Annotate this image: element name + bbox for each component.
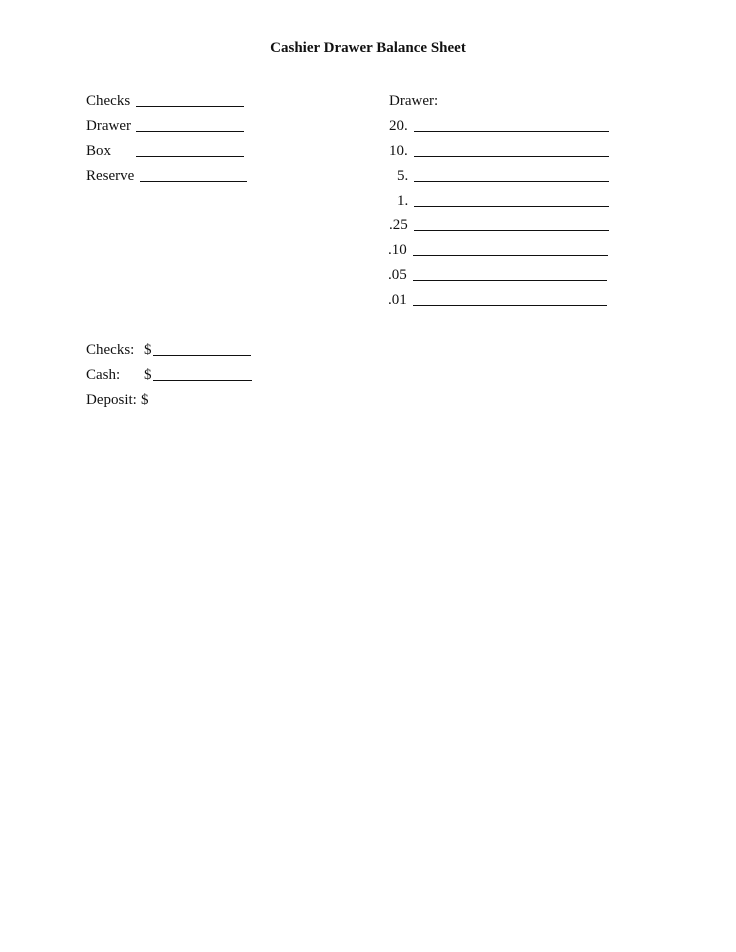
checks-label: Checks bbox=[86, 93, 131, 109]
denomination-label: 5. bbox=[397, 168, 409, 184]
total-cash-currency: $ bbox=[144, 367, 152, 383]
denomination-label: .25 bbox=[389, 217, 408, 233]
reserve-label: Reserve bbox=[86, 168, 135, 184]
drawer-heading: Drawer: bbox=[389, 93, 439, 109]
denomination-label: 10. bbox=[389, 143, 408, 159]
drawer-label: Drawer bbox=[86, 118, 131, 134]
box-field[interactable] bbox=[136, 156, 244, 157]
denomination-label: 20. bbox=[389, 118, 408, 134]
denomination-label: 1. bbox=[397, 193, 409, 209]
drawer-field[interactable] bbox=[136, 131, 244, 132]
checks-field[interactable] bbox=[136, 106, 244, 107]
total-checks-label: Checks: bbox=[86, 342, 135, 358]
page-title: Cashier Drawer Balance Sheet bbox=[270, 40, 466, 56]
denomination-label: .10 bbox=[388, 242, 407, 258]
deposit-label: Deposit: bbox=[86, 392, 137, 408]
denomination-field[interactable] bbox=[413, 255, 608, 256]
denomination-field[interactable] bbox=[414, 131, 609, 132]
total-cash-field[interactable] bbox=[153, 380, 252, 381]
deposit-currency: $ bbox=[141, 392, 149, 408]
denomination-field[interactable] bbox=[414, 206, 609, 207]
denomination-field[interactable] bbox=[414, 181, 609, 182]
total-checks-currency: $ bbox=[144, 342, 152, 358]
reserve-field[interactable] bbox=[140, 181, 247, 182]
denomination-field[interactable] bbox=[413, 305, 607, 306]
total-cash-label: Cash: bbox=[86, 367, 121, 383]
box-label: Box bbox=[86, 143, 112, 159]
denomination-field[interactable] bbox=[413, 280, 607, 281]
denomination-field[interactable] bbox=[414, 156, 609, 157]
denomination-label: .05 bbox=[388, 267, 407, 283]
denomination-label: .01 bbox=[388, 292, 407, 308]
total-checks-field[interactable] bbox=[153, 355, 251, 356]
denomination-field[interactable] bbox=[414, 230, 609, 231]
